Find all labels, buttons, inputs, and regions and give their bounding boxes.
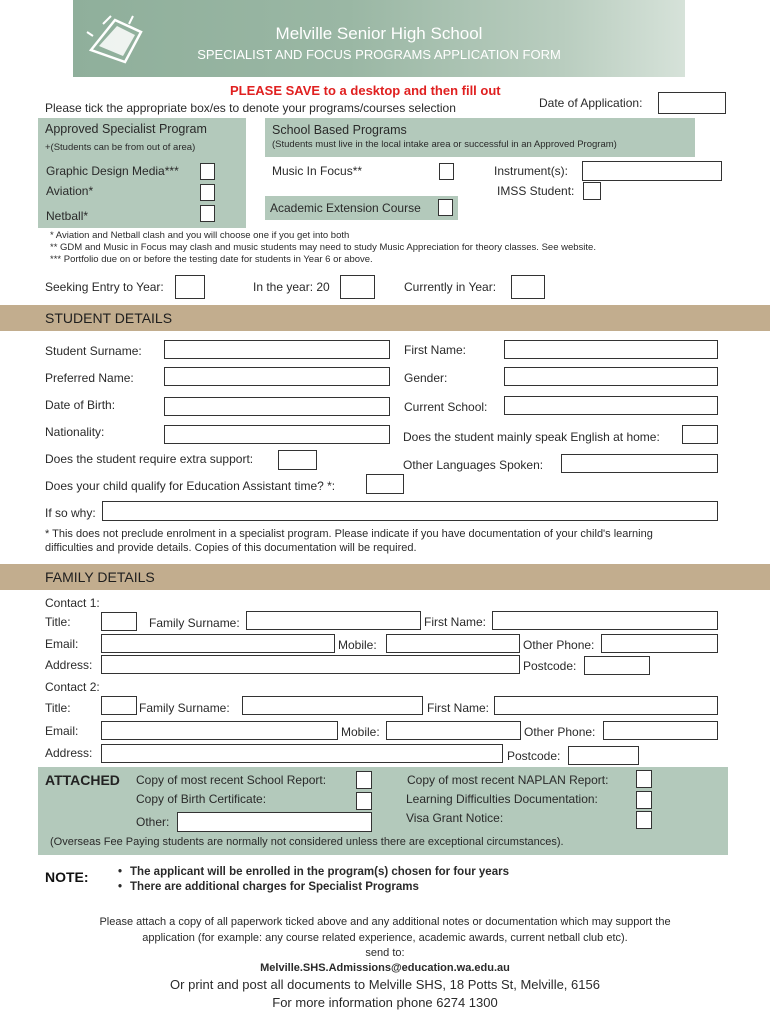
imss-label: IMSS Student: (497, 184, 575, 198)
c1-postcode-input[interactable] (584, 656, 650, 675)
dob-label: Date of Birth: (45, 398, 116, 412)
nationality-input[interactable] (164, 425, 390, 444)
other-doc-input[interactable] (177, 812, 372, 832)
c2-postcode-label: Postcode: (507, 749, 561, 763)
in-year-input[interactable] (340, 275, 375, 299)
nationality-label: Nationality: (45, 425, 105, 439)
program-aviation-label: Aviation* (46, 184, 94, 198)
school-report-checkbox[interactable] (356, 771, 372, 789)
date-of-application-label: Date of Application: (539, 96, 643, 110)
currently-input[interactable] (511, 275, 545, 299)
c1-other-phone-label: Other Phone: (523, 638, 595, 652)
c2-other-phone-input[interactable] (603, 721, 718, 740)
c1-postcode-label: Postcode: (523, 659, 577, 673)
approved-sub: +(Students can be from out of area) (45, 142, 196, 153)
academic-label: Academic Extension Course (270, 201, 421, 215)
current-school-label: Current School: (404, 400, 488, 414)
other-languages-input[interactable] (561, 454, 718, 473)
footer-line2: application (for example: any course related experience, academic awards, current netball club etc). (142, 932, 628, 944)
academic-checkbox[interactable] (438, 199, 453, 216)
instrument-label: Instrument(s): (494, 164, 569, 178)
c2-surname-input[interactable] (242, 696, 423, 715)
c1-mobile-label: Mobile: (338, 638, 377, 652)
currently-label: Currently in Year: (404, 280, 497, 294)
ea-time-label: Does your child qualify for Education Assistant time? *: (45, 479, 336, 493)
first-name-input[interactable] (504, 340, 718, 359)
netball-checkbox[interactable] (200, 205, 215, 222)
school-based-title: School Based Programs (272, 123, 407, 137)
school-name: Melville Senior High School (275, 24, 483, 43)
seeking-entry-label: Seeking Entry to Year: (45, 280, 164, 294)
c2-email-input[interactable] (101, 721, 338, 740)
c1-email-input[interactable] (101, 634, 335, 653)
gender-input[interactable] (504, 367, 718, 386)
ea-time-input[interactable] (366, 474, 404, 494)
disclaimer-line2: difficulties and provide details. Copies of this documentation will be required. (45, 542, 417, 554)
c1-address-input[interactable] (101, 655, 520, 674)
footnote-2: ** GDM and Music in Focus may clash and music students may need to study Music Appreciation for theory classes. See website. (50, 242, 596, 253)
c2-mobile-label: Mobile: (341, 725, 380, 739)
program-gdm-label: Graphic Design Media*** (46, 164, 179, 178)
c2-other-phone-label: Other Phone: (524, 725, 596, 739)
dob-input[interactable] (164, 397, 390, 416)
footer-post: Or print and post all documents to Melville SHS, 18 Potts St, Melville, 6156 (170, 977, 600, 992)
c1-title-label: Title: (45, 615, 71, 629)
attached-heading: ATTACHED (45, 772, 120, 788)
c1-other-phone-input[interactable] (601, 634, 718, 653)
c2-first-name-label: First Name: (427, 701, 490, 715)
note-item: • There are additional charges for Specialist Programs (118, 881, 509, 893)
save-notice: PLEASE SAVE to a desktop and then fill out (230, 83, 501, 98)
english-input[interactable] (682, 425, 718, 444)
family-details-heading: FAMILY DETAILS (0, 564, 770, 590)
gender-label: Gender: (404, 371, 448, 385)
gdm-checkbox[interactable] (200, 163, 215, 180)
birth-cert-label: Copy of Birth Certificate: (136, 792, 267, 806)
visa-label: Visa Grant Notice: (406, 811, 504, 825)
music-checkbox[interactable] (439, 163, 454, 180)
date-of-application-input[interactable] (658, 92, 726, 114)
if-so-label: If so why: (45, 506, 96, 520)
imss-checkbox[interactable] (583, 182, 601, 200)
other-languages-label: Other Languages Spoken: (403, 458, 544, 472)
c1-surname-input[interactable] (246, 611, 421, 630)
naplan-checkbox[interactable] (636, 770, 652, 788)
footer-phone: For more information phone 6274 1300 (272, 995, 498, 1010)
footer-send-to: send to: (365, 947, 405, 959)
note-list (118, 866, 509, 896)
header-banner (73, 0, 685, 77)
first-name-label: First Name: (404, 343, 467, 357)
learning-checkbox[interactable] (636, 791, 652, 809)
overseas-notice: (Overseas Fee Paying students are normally not considered unless there are exceptional circumstances). (50, 836, 564, 848)
note-item: • The applicant will be enrolled in the program(s) chosen for four years (118, 866, 509, 878)
c1-first-name-input[interactable] (492, 611, 718, 630)
disclaimer-line1: * This does not preclude enrolment in a specialist program. Please indicate if you have documentation of your child's learning (45, 528, 653, 540)
learning-label: Learning Difficulties Documentation: (406, 792, 598, 806)
contact1-label: Contact 1: (45, 596, 100, 610)
extra-support-input[interactable] (278, 450, 317, 470)
c2-mobile-input[interactable] (386, 721, 521, 740)
c1-email-label: Email: (45, 637, 79, 651)
preferred-label: Preferred Name: (45, 371, 134, 385)
c1-surname-label: Family Surname: (149, 616, 240, 630)
c2-title-label: Title: (45, 701, 71, 715)
english-label: Does the student mainly speak English at home: (403, 430, 660, 444)
birth-cert-checkbox[interactable] (356, 792, 372, 810)
school-report-label: Copy of most recent School Report: (136, 773, 327, 787)
form-title: SPECIALIST AND FOCUS PROGRAMS APPLICATION FORM (197, 47, 561, 62)
preferred-input[interactable] (164, 367, 390, 386)
admissions-email-link[interactable]: Melville.SHS.Admissions@education.wa.edu.au (260, 962, 510, 974)
instrument-input[interactable] (582, 161, 722, 181)
program-netball-label: Netball* (46, 209, 89, 223)
c2-surname-label: Family Surname: (139, 701, 230, 715)
aviation-checkbox[interactable] (200, 184, 215, 201)
c2-first-name-input[interactable] (494, 696, 718, 715)
other-doc-label: Other: (136, 815, 170, 829)
c2-email-label: Email: (45, 724, 79, 738)
c1-mobile-input[interactable] (386, 634, 520, 653)
c2-postcode-input[interactable] (568, 746, 639, 765)
c1-address-label: Address: (45, 658, 93, 672)
footnote-1: * Aviation and Netball clash and you will choose one if you get into both (50, 230, 350, 241)
instruction-text: Please tick the appropriate box/es to denote your programs/courses selection (45, 101, 456, 115)
footnote-3: *** Portfolio due on or before the testing date for students in Year 6 or above. (50, 254, 373, 265)
c2-title-input[interactable] (101, 696, 137, 715)
note-label: NOTE: (45, 869, 89, 885)
school-based-sub: (Students must live in the local intake area or successful in an Approved Program) (272, 139, 617, 150)
approved-title: Approved Specialist Program (45, 122, 207, 136)
if-so-input[interactable] (102, 501, 718, 521)
c1-first-name-label: First Name: (424, 615, 487, 629)
contact2-label: Contact 2: (45, 680, 100, 694)
naplan-label: Copy of most recent NAPLAN Report: (407, 773, 609, 787)
music-label: Music In Focus** (272, 164, 363, 178)
surname-input[interactable] (164, 340, 390, 359)
c1-title-input[interactable] (101, 612, 137, 631)
in-year-label: In the year: 20 (253, 280, 330, 294)
student-details-heading: STUDENT DETAILS (0, 305, 770, 331)
footer-line1: Please attach a copy of all paperwork ticked above and any additional notes or documentation which may support the (99, 916, 671, 928)
c2-address-label: Address: (45, 746, 93, 760)
c2-address-input[interactable] (101, 744, 503, 763)
extra-support-label: Does the student require extra support: (45, 452, 254, 466)
current-school-input[interactable] (504, 396, 718, 415)
seeking-entry-input[interactable] (175, 275, 205, 299)
surname-label: Student Surname: (45, 344, 142, 358)
visa-checkbox[interactable] (636, 811, 652, 829)
